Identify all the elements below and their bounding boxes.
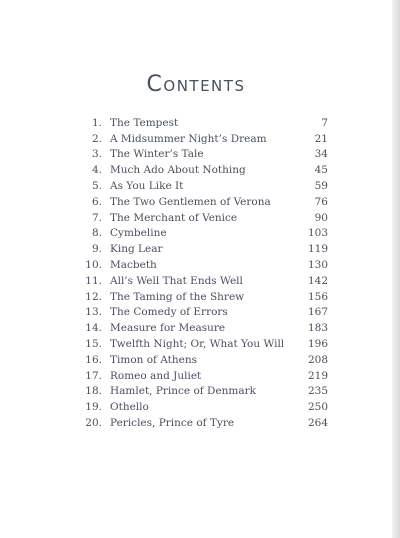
toc-entry-page: 183	[307, 322, 328, 335]
toc-entry-title: The Winter’s Tale	[110, 148, 204, 161]
toc-entry	[80, 147, 328, 163]
page-title: Contents	[146, 72, 246, 97]
toc-entry	[80, 178, 328, 194]
toc-entry-number: 3.	[91, 148, 102, 161]
toc-entry-page: 156	[307, 290, 328, 303]
toc-entry-number: 9.	[91, 243, 102, 256]
toc-entry-page: 21	[314, 132, 328, 145]
toc-entry-page: 59	[314, 180, 328, 193]
toc-entry-title: As You Like It	[110, 180, 184, 193]
toc-entry-number: 17.	[85, 369, 102, 382]
toc-entry	[80, 210, 328, 226]
toc-entry-title: Cymbeline	[110, 227, 167, 240]
toc-entry-page: 34	[314, 148, 328, 161]
toc-entry	[80, 320, 328, 336]
toc-entry-page: 235	[307, 385, 328, 398]
toc-entry-title: The Comedy of Errors	[110, 306, 228, 319]
toc-entry-page: 130	[307, 259, 328, 272]
toc-entry	[80, 305, 328, 321]
toc-entry-title: Othello	[110, 401, 149, 414]
toc-entry-number: 18.	[85, 385, 102, 398]
toc-entry-title: Romeo and Juliet	[110, 369, 202, 382]
toc-entry-number: 19.	[85, 401, 102, 414]
table-of-contents	[80, 115, 328, 431]
toc-entry-page: 208	[307, 353, 328, 366]
toc-entry-page: 264	[307, 417, 328, 430]
toc-entry	[80, 415, 328, 431]
toc-entry-page: 250	[307, 401, 328, 414]
toc-entry-number: 15.	[85, 338, 102, 351]
toc-entry-number: 14.	[85, 322, 102, 335]
toc-entry-number: 4.	[91, 164, 102, 177]
toc-entry-number: 10.	[85, 259, 102, 272]
toc-entry-page: 45	[314, 164, 328, 177]
toc-entry	[80, 368, 328, 384]
toc-entry-title: Much Ado About Nothing	[110, 164, 246, 177]
toc-entry-title: The Merchant of Venice	[110, 211, 238, 224]
toc-entry	[80, 131, 328, 147]
toc-entry-number: 5.	[91, 180, 102, 193]
toc-entry-page: 167	[307, 306, 328, 319]
toc-entry-number: 6.	[91, 195, 102, 208]
toc-entry-title: The Two Gentlemen of Verona	[110, 195, 271, 208]
toc-entry-page: 90	[314, 211, 328, 224]
toc-entry-number: 12.	[85, 290, 102, 303]
toc-entry-title: Pericles, Prince of Tyre	[110, 417, 235, 430]
toc-entry	[80, 194, 328, 210]
toc-entry-page: 219	[307, 369, 328, 382]
toc-entry-title: All’s Well That Ends Well	[110, 274, 243, 287]
toc-entry-page: 142	[307, 274, 328, 287]
toc-entry-title: A Midsummer Night’s Dream	[110, 132, 267, 145]
toc-entry-number: 16.	[85, 353, 102, 366]
toc-entry	[80, 352, 328, 368]
toc-entry	[80, 241, 328, 257]
toc-entry-number: 7.	[91, 211, 102, 224]
toc-entry-number: 8.	[91, 227, 102, 240]
toc-entry	[80, 289, 328, 305]
toc-entry-title: Hamlet, Prince of Denmark	[110, 385, 257, 398]
toc-entry	[80, 336, 328, 352]
toc-entry-title: Timon of Athens	[110, 353, 198, 366]
toc-entry-page: 7	[321, 116, 328, 129]
toc-entry-page: 196	[307, 338, 328, 351]
toc-entry-title: King Lear	[110, 243, 163, 256]
toc-entry-title: The Tempest	[110, 116, 179, 129]
toc-entry	[80, 257, 328, 273]
page-edge-shadow	[392, 0, 400, 538]
toc-entry-page: 76	[314, 195, 328, 208]
toc-entry-title: Twelfth Night; Or, What You Will	[110, 338, 285, 351]
toc-entry-number: 1.	[91, 116, 102, 129]
toc-entry-title: Macbeth	[110, 259, 157, 272]
toc-entry-page: 119	[307, 243, 328, 256]
toc-entry	[80, 162, 328, 178]
toc-entry	[80, 226, 328, 242]
toc-entry	[80, 384, 328, 400]
toc-entry-number: 13.	[85, 306, 102, 319]
toc-entry-number: 2.	[91, 132, 102, 145]
toc-entry-title: Measure for Measure	[110, 322, 226, 335]
toc-entry-page: 103	[307, 227, 328, 240]
toc-entry-number: 20.	[85, 417, 102, 430]
toc-entry	[80, 115, 328, 131]
toc-entry-title: The Taming of the Shrew	[110, 290, 245, 303]
toc-entry-number: 11.	[85, 274, 102, 287]
toc-entry	[80, 399, 328, 415]
toc-entry	[80, 273, 328, 289]
